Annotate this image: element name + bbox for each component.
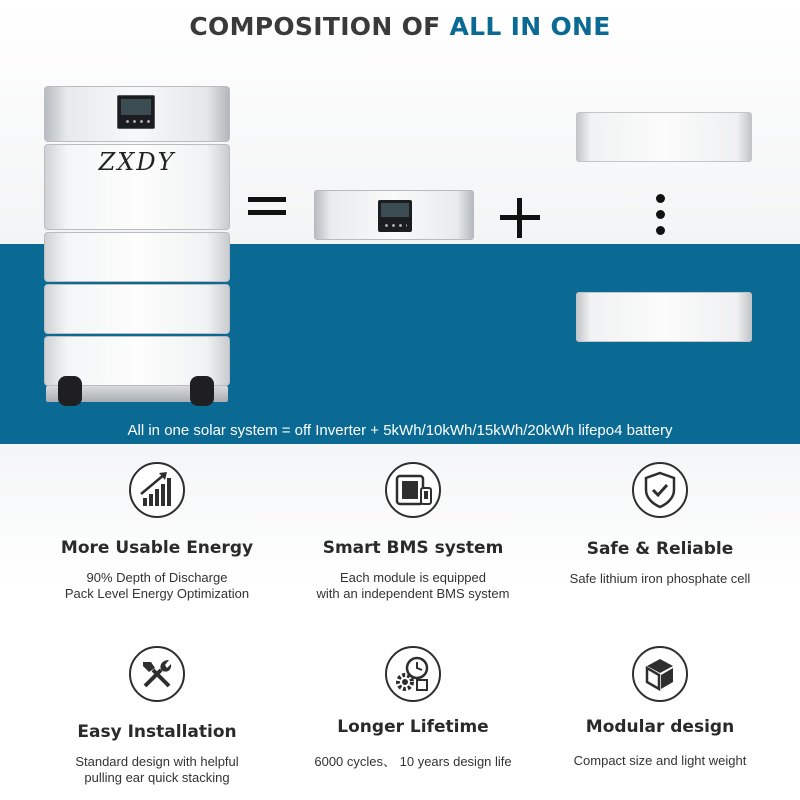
tower-battery-module — [44, 284, 230, 334]
feature-title: Smart BMS system — [322, 538, 504, 558]
tower-inverter-module — [44, 86, 230, 142]
bar-growth-icon — [129, 462, 185, 518]
inverter-module-image — [314, 190, 474, 240]
feature-smart-bms — [280, 462, 546, 612]
brand-logo: ZXDY — [98, 148, 176, 176]
vertical-ellipsis-icon — [656, 194, 666, 242]
system-caption: All in one solar system = off Inverter + 5kWh/10kWh/15kWh/20kWh lifepo4 battery — [127, 422, 673, 439]
feature-desc-line: Compact size and light weight — [573, 753, 747, 768]
feature-safe-reliable — [527, 462, 793, 612]
bms-device-icon — [385, 462, 441, 518]
feature-desc-line: Standard design with helpful — [75, 754, 239, 769]
feature-title: Safe & Reliable — [586, 539, 734, 559]
battery-module-image — [576, 292, 752, 342]
cube-icon — [632, 646, 688, 702]
equals-icon — [248, 197, 286, 223]
title-part-2: ALL IN ONE — [449, 12, 611, 41]
clock-gear-icon — [385, 646, 441, 702]
page-title — [0, 12, 800, 41]
feature-longer-lifetime — [280, 646, 546, 796]
feature-desc-line: Each module is equipped — [340, 570, 486, 585]
feature-desc-line: pulling ear quick stacking — [84, 770, 230, 785]
plus-icon — [500, 198, 540, 238]
feature-modular-design — [527, 646, 793, 796]
feature-desc-line: with an independent BMS system — [316, 586, 510, 601]
feature-title: More Usable Energy — [60, 538, 254, 558]
inverter-display-screen — [378, 200, 412, 232]
feature-title: Longer Lifetime — [337, 717, 489, 737]
tools-icon — [129, 646, 185, 702]
battery-module-image — [576, 112, 752, 162]
wheel-icon — [58, 376, 82, 406]
feature-title: Modular design — [585, 717, 735, 737]
tower-battery-module — [44, 232, 230, 282]
feature-more-usable-energy — [24, 462, 290, 612]
all-in-one-tower-image — [44, 86, 230, 404]
title-part-1: COMPOSITION OF — [189, 12, 441, 41]
feature-easy-installation — [24, 646, 290, 796]
feature-desc-line: Safe lithium iron phosphate cell — [569, 571, 751, 586]
feature-title: Easy Installation — [77, 722, 237, 742]
shield-check-icon — [632, 462, 688, 518]
wheel-icon — [190, 376, 214, 406]
feature-desc-line: Pack Level Energy Optimization — [64, 586, 250, 601]
feature-desc-line: 90% Depth of Discharge — [86, 570, 228, 585]
tower-display-screen — [117, 95, 155, 129]
feature-desc-line: 6000 cycles、 10 years design life — [314, 754, 512, 769]
